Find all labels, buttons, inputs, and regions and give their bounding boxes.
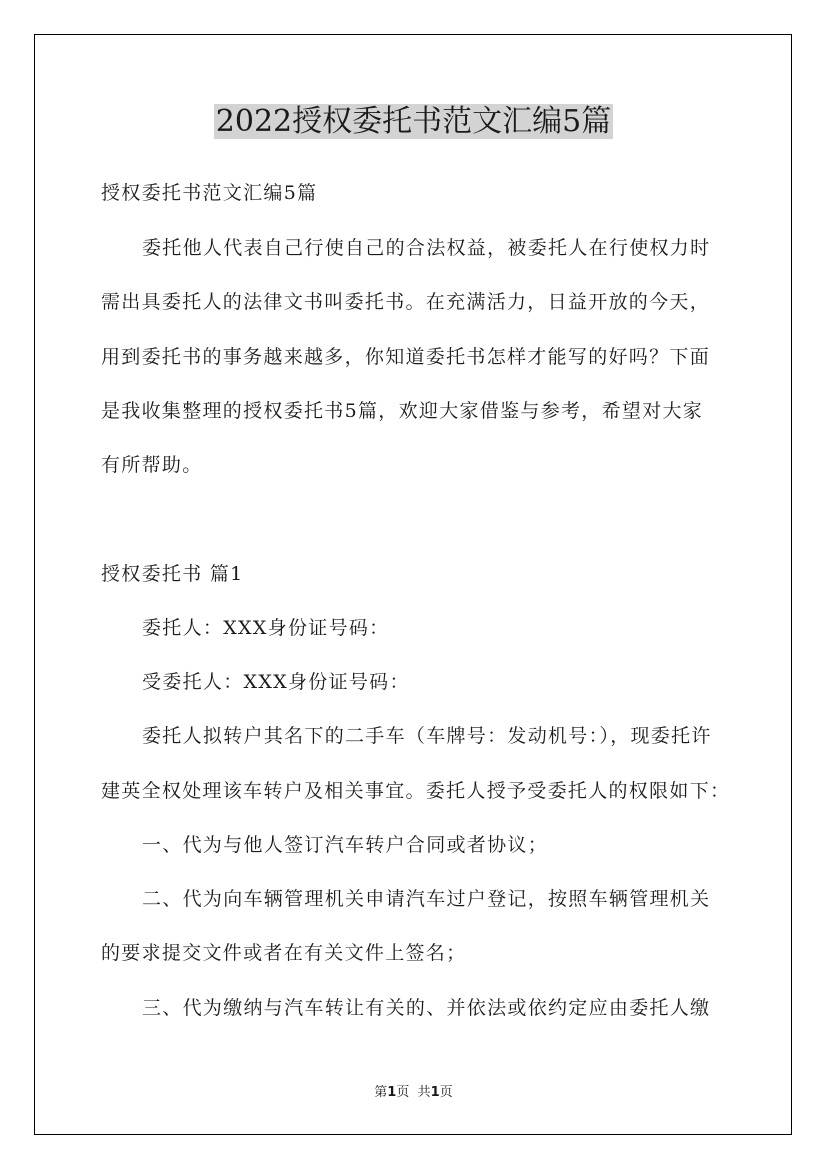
document-title-text: 2022授权委托书范文汇编5篇: [215, 104, 612, 139]
body-line-item-3: 三、代为缴纳与汽车转让有关的、并依法或依约定应由委托人缴: [142, 997, 711, 1019]
body-line-4: 建英全权处理该车转户及相关事宜。委托人授予受委托人的权限如下：: [101, 780, 731, 802]
body-line-item-2-cont: 的要求提交文件或者在有关文件上签名；: [101, 942, 467, 964]
document-title: [0, 102, 827, 142]
footer-page-suffix: 页: [396, 1085, 410, 1100]
section-heading: 授权委托书 篇1: [101, 563, 244, 585]
footer-total-pages: 1: [430, 1085, 440, 1100]
footer-page-prefix: 第: [374, 1085, 388, 1100]
footer-total-suffix: 页: [439, 1085, 453, 1100]
intro-line-4: 是我收集整理的授权委托书5篇，欢迎大家借鉴与参考，希望对大家: [101, 400, 704, 422]
body-line-agent: 受委托人：XXX身份证号码：: [142, 671, 410, 693]
body-line-3: 委托人拟转户其名下的二手车（车牌号：发动机号：），现委托许: [142, 725, 712, 747]
footer-page-number: 1: [387, 1085, 397, 1100]
body-line-item-2: 二、代为向车辆管理机关申请汽车过户登记，按照车辆管理机关: [142, 888, 711, 910]
document-subtitle: 授权委托书范文汇编5篇: [101, 182, 318, 204]
intro-line-3: 用到委托书的事务越来越多，你知道委托书怎样才能写的好吗？下面: [101, 346, 711, 368]
body-line-principal: 委托人：XXX身份证号码：: [142, 617, 390, 639]
page-footer: [0, 1085, 827, 1101]
intro-line-2: 需出具委托人的法律文书叫委托书。在充满活力，日益开放的今天，: [101, 291, 711, 313]
intro-line-1: 委托他人代表自己行使自己的合法权益，被委托人在行使权力时: [142, 237, 711, 259]
body-line-item-1: 一、代为与他人签订汽车转户合同或者协议；: [142, 834, 549, 856]
footer-total-prefix: 共: [417, 1085, 431, 1100]
intro-line-5: 有所帮助。: [101, 454, 203, 476]
